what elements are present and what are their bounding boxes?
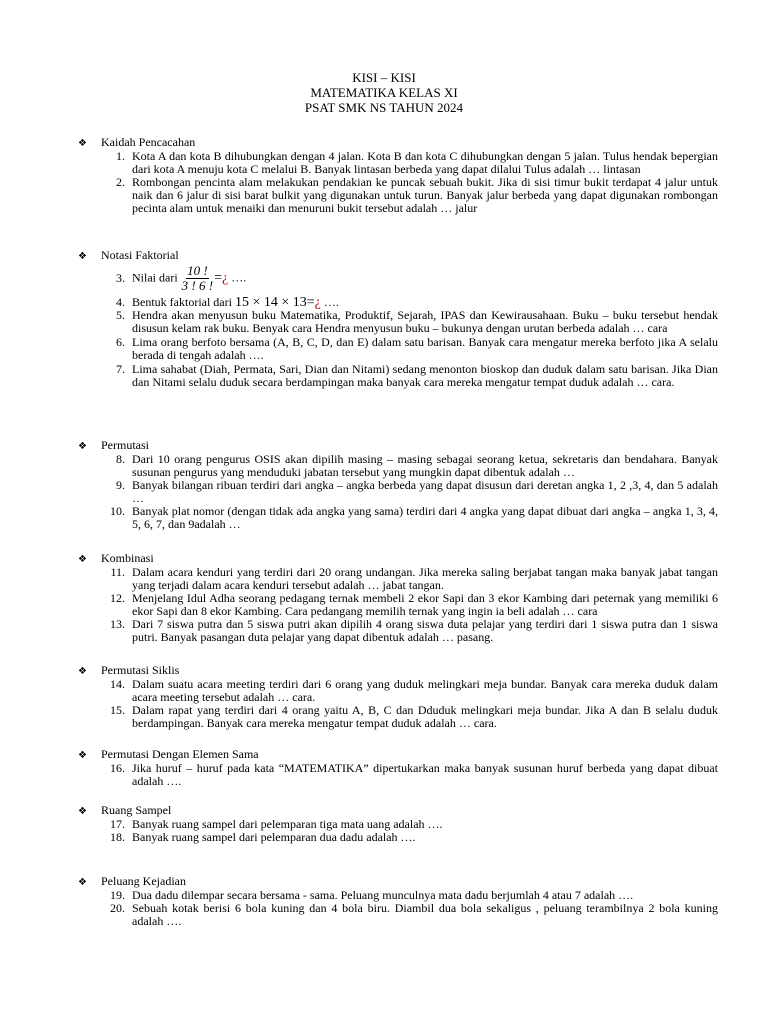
item-number: 13. (110, 617, 125, 631)
list-item (101, 479, 718, 505)
item-number: 5. (116, 308, 125, 322)
diamond-bullet-icon: ❖ (78, 666, 87, 677)
item-number: 12. (110, 591, 125, 605)
item-number: 11. (110, 565, 125, 579)
section-heading (78, 748, 718, 762)
section-kaidah-pencacahan (78, 136, 718, 215)
item-text: Dua dadu dilempar secara bersama - sama. Peluang munculnya mata dadu berjumlah 4 atau 7 adalah …. (132, 888, 634, 902)
item-number: 18. (110, 830, 125, 844)
item-text: Lima sahabat (Diah, Permata, Sari, Dian dan Nitami) sedang menonton bioskop dan duduk dalam satu barisan. Jika Dian dan Nitami selalu duduk secara berdampingan maka banyak cara mereka mengatur tempat duduk adalah … cara. (132, 362, 718, 389)
section-title: Peluang Kejadian (101, 874, 186, 888)
list-item (101, 264, 718, 293)
item-text: Banyak plat nomor (dengan tidak ada angka yang sama) terdiri dari 4 angka yang dapat dibuat dari angka – angka 1, 3, 4, 5, 6, 7, dan 9adalah … (132, 504, 718, 531)
item-number: 14. (110, 677, 125, 691)
section-title: Permutasi Siklis (101, 663, 180, 677)
section-notasi-faktorial (78, 249, 718, 389)
item-text: Dari 10 orang pengurus OSIS akan dipilih masing – masing sebagai seorang ketua, sekretaris dan bendahara. Banyak susunan pengurus yang menduduki jabatan tersebut yang mungkin dapat dibentuk adalah … (132, 452, 718, 479)
diamond-bullet-icon: ❖ (78, 750, 87, 761)
item-number: 2. (116, 175, 125, 189)
item-number: 10. (110, 504, 125, 518)
section-title: Notasi Faktorial (101, 248, 179, 262)
section-heading (78, 804, 718, 818)
item-text: Hendra akan menyusun buku Matematika, Produktif, Sejarah, IPAS dan Kewirausahaan. Buku – buku tersebut hendak disusun kelam rak buku. Benyak cara Hendra menyusun buku – bukunya dengan urutan berbeda adalah … cara (132, 308, 718, 335)
diamond-bullet-icon: ❖ (78, 441, 87, 452)
list-item (101, 336, 718, 362)
item-number: 17. (110, 817, 125, 831)
list-item (101, 505, 718, 531)
list-item (101, 309, 718, 335)
item-text: Banyak ruang sampel dari pelemparan dua dadu adalah …. (132, 830, 416, 844)
item-number: 6. (116, 335, 125, 349)
list-item (101, 592, 718, 618)
item-suffix: …. (320, 295, 339, 309)
item-number: 16. (110, 761, 125, 775)
item-number: 15. (110, 703, 125, 717)
header-line-3: PSAT SMK NS TAHUN 2024 (304, 100, 464, 115)
document-header (0, 70, 768, 115)
question-symbol: ¿ (221, 270, 229, 286)
item-text: Kota A dan kota B dihubungkan dengan 4 jalan. Kota B dan kota C dihubungkan dengan 5 jalan. Tulus hendak bepergian dari kota A menuju kota C melalui B. Banyak lintasan berbeda yang dapat dilalui Tulus adalah … lintasan (132, 149, 718, 176)
item-text: Sebuah kotak berisi 6 bola kuning dan 4 bola biru. Diambil dua bola sekaligus , peluang terambilnya 2 bola kuning adalah …. (132, 901, 718, 928)
item-text: Banyak ruang sampel dari pelemparan tiga mata uang adalah …. (132, 817, 443, 831)
item-text: Dalam suatu acara meeting terdiri dari 6 orang yang duduk melingkari meja bundar. Banyak cara mereka duduk dalam acara meeting tersebut adalah … cara. (132, 677, 718, 704)
section-title: Kaidah Pencacahan (101, 135, 196, 149)
fraction (182, 264, 213, 293)
list-item (101, 704, 718, 730)
item-suffix: …. (228, 270, 247, 285)
diamond-bullet-icon: ❖ (78, 806, 87, 817)
list-item (101, 902, 718, 928)
section-title: Ruang Sampel (101, 803, 172, 817)
section-permutasi-elemen-sama (78, 748, 718, 788)
section-heading (78, 664, 718, 678)
section-title: Permutasi (101, 438, 149, 452)
section-kombinasi (78, 552, 718, 644)
item-text: Dalam acara kenduri yang terdiri dari 20 orang undangan. Jika mereka saling berjabat tangan maka banyak jabat tangan yang terjadi dalam acara kenduri tersebut adalah … jabat tangan. (132, 565, 718, 592)
diamond-bullet-icon: ❖ (78, 138, 87, 149)
item-text: Menjelang Idul Adha seorang pedagang ternak membeli 2 ekor Sapi dan 3 ekor Kambing dari peternak yang memiliki 6 ekor Sapi dan 8 ekor Kambing. Cara pedangang memilih ternak yang ingin ia beli adalah … cara (132, 591, 718, 618)
item-text: Dari 7 siswa putra dan 5 siswa putri akan dipilih 4 orang siswa duta pelajar yang terdiri dari 1 siswa putra dan 1 siswa putri. Banyak pasangan duta pelajar yang dapat dibentuk adalah … pasang. (132, 617, 718, 644)
item-number: 3. (116, 271, 125, 285)
item-number: 1. (116, 149, 125, 163)
item-prefix: Nilai dari (132, 270, 178, 285)
item-text: Rombongan pencinta alam melakukan pendakian ke puncak sebuah bukit. Jika di sisi timur bukit terdapat 4 jalur untuk naik dan 6 jalur di sisi barat bulkit yang digunakan untuk turun. Banyak jalur berbeda yang dapat digunakan rombongan pecinta alam untuk menaiki dan menuruni bukit tersebut adalah … jalur (132, 175, 718, 215)
diamond-bullet-icon: ❖ (78, 554, 87, 565)
item-text: Jika huruf – huruf pada kata “MATEMATIKA” dipertukarkan maka banyak susunan huruf berbeda yang dapat dibuat adalah …. (132, 761, 718, 788)
list-item (101, 566, 718, 592)
list-item (101, 176, 718, 215)
item-number: 20. (110, 901, 125, 915)
section-heading (78, 136, 718, 150)
item-number: 19. (110, 888, 125, 902)
list-item (101, 678, 718, 704)
list-item (101, 831, 718, 844)
diamond-bullet-icon: ❖ (78, 877, 87, 888)
section-permutasi-siklis (78, 664, 718, 730)
item-text (132, 264, 718, 293)
section-heading (78, 249, 718, 263)
item-number: 9. (116, 478, 125, 492)
item-text: Lima orang berfoto bersama (A, B, C, D, dan E) dalam satu barisan. Banyak cara mengatur mereka berfoto jika A selalu berada di tengah adalah …. (132, 335, 718, 362)
section-heading (78, 439, 718, 453)
section-ruang-sampel (78, 804, 718, 844)
item-prefix: Bentuk faktorial dari (132, 295, 235, 309)
fraction-numerator: 10 ! (187, 263, 208, 278)
section-heading (78, 552, 718, 566)
header-line-2: MATEMATIKA KELAS XI (310, 85, 458, 100)
list-item (101, 150, 718, 176)
equals-sign: = (306, 295, 315, 310)
item-text: Banyak bilangan ribuan terdiri dari angka – angka berbeda yang dapat disusun dari deretan angka 1, 2 ,3, 4, dan 5 adalah … (132, 478, 718, 505)
section-title: Kombinasi (101, 551, 154, 565)
list-item (101, 363, 718, 389)
section-peluang-kejadian (78, 875, 718, 928)
fraction-denominator: 3 ! 6 ! (181, 278, 214, 293)
list-item (101, 453, 718, 479)
diamond-bullet-icon: ❖ (78, 251, 87, 262)
item-number: 4. (116, 295, 125, 309)
equals-sign: = (214, 270, 222, 286)
header-line-1: KISI – KISI (352, 70, 416, 85)
section-permutasi (78, 439, 718, 531)
section-heading (78, 875, 718, 889)
item-text: Dalam rapat yang terdiri dari 4 orang yaitu A, B, C dan Dduduk melingkari meja bundar. Jika A dan B selalu duduk berdampingan. Banyak cara mereka mengatur tempat duduk adalah … cara. (132, 703, 718, 730)
section-title: Permutasi Dengan Elemen Sama (101, 747, 259, 761)
question-symbol: ¿ (314, 295, 321, 310)
item-number: 7. (116, 362, 125, 376)
item-number: 8. (116, 452, 125, 466)
list-item (101, 762, 718, 788)
list-item (101, 618, 718, 644)
math-expression: 15 × 14 × 13 (234, 295, 307, 310)
